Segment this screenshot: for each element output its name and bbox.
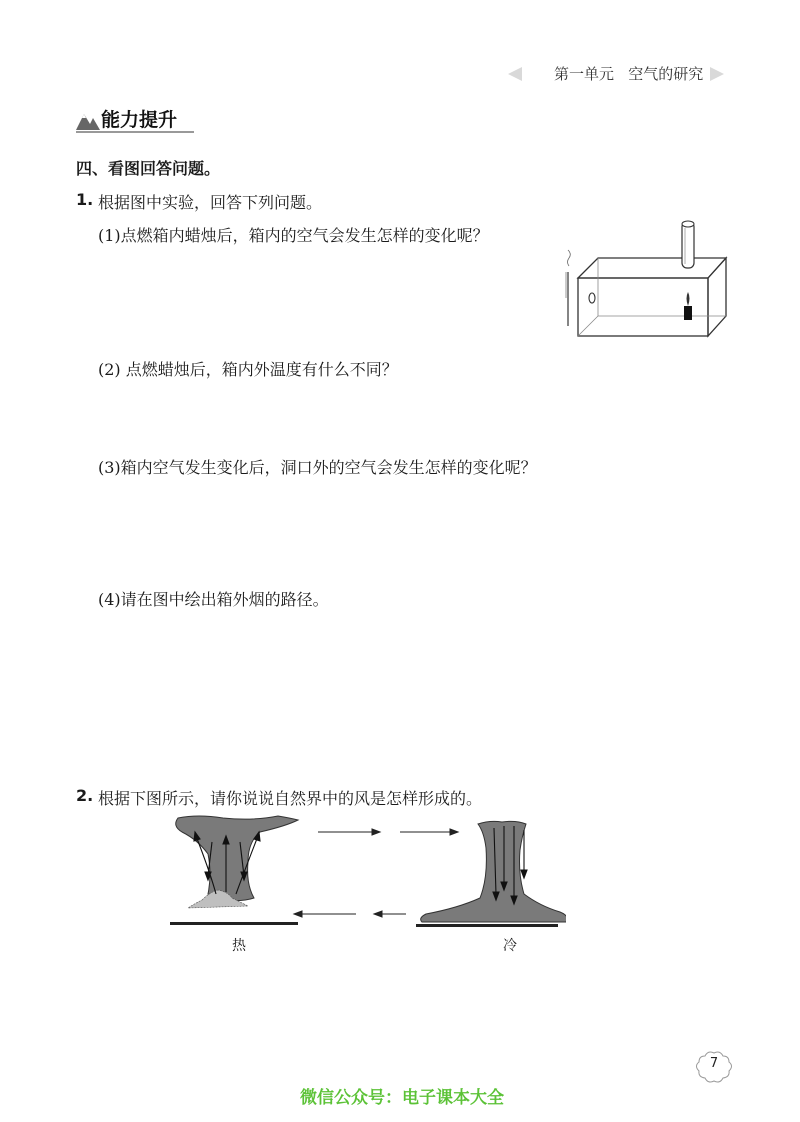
header-text: 第一单元 空气的研究 (554, 65, 704, 83)
wind-formation-figure (168, 812, 566, 934)
candle-box-figure (548, 218, 728, 344)
page-number: 7 (709, 1056, 719, 1071)
q1-stem: 根据图中实验，回答下列问题。 (98, 193, 323, 212)
q1-sub4: (4)请在图中绘出箱外烟的路径。 (98, 590, 329, 609)
section-title (76, 104, 194, 134)
cold-air-column (416, 821, 566, 927)
candle (684, 292, 692, 320)
incense-stick (566, 250, 570, 326)
q2-number: 2. (76, 786, 94, 805)
page-header (508, 62, 724, 84)
page-number-badge (694, 1050, 734, 1084)
q1-sub3: (3)箱内空气发生变化后，洞口外的空气会发生怎样的变化呢？ (98, 458, 537, 477)
label-hot: 热 (232, 938, 246, 954)
q1-sub1: (1)点燃箱内蜡烛后，箱内的空气会发生怎样的变化呢？ (98, 226, 489, 245)
lower-arrows (294, 911, 406, 917)
section-title-text: 能力提升 (101, 109, 178, 131)
section-title-underline (76, 131, 194, 133)
q1-number: 1. (76, 190, 94, 209)
chimney-tube (682, 221, 694, 268)
q2-stem: 根据下图所示，请你说说自然界中的风是怎样形成的。 (98, 789, 483, 808)
part-title: 四、看图回答问题。 (76, 159, 221, 178)
box-hole (589, 293, 595, 303)
q1-sub2: (2) 点燃蜡烛后，箱内外温度有什么不同？ (98, 360, 398, 379)
header-triangle-right-icon (710, 67, 724, 81)
header-triangle-left-icon (508, 67, 522, 81)
watermark-text: 微信公众号：电子课本大全 (300, 1088, 504, 1108)
label-cold: 冷 (503, 938, 517, 954)
mountain-icon (76, 108, 100, 130)
hot-air-column (170, 816, 298, 925)
upper-arrows (318, 829, 458, 835)
